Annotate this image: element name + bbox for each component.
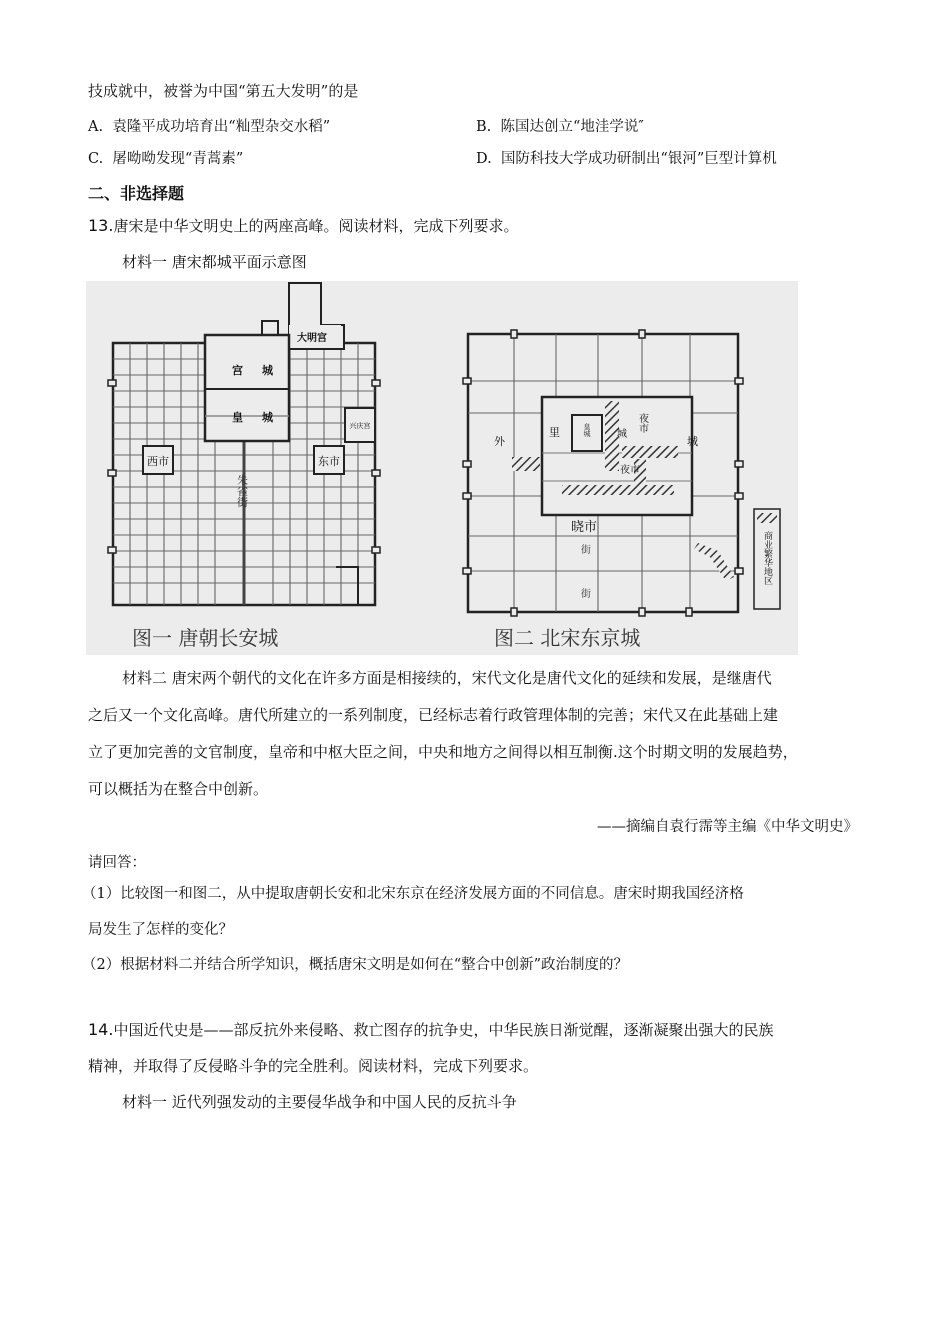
q13-number: 13. [88, 216, 114, 235]
q13-stem [88, 215, 518, 236]
label-gong: 宫 [232, 364, 243, 377]
label-jie2: 街 [581, 589, 591, 600]
material2-line: 材料二 唐宋两个朝代的文化在许多方面是相接续的，宋代文化是唐代文化的延续和发展，是继唐代 [122, 669, 772, 687]
q13-sub2: （2）根据材料二并结合所学知识，概括唐宋文明是如何在“整合中创新”政治制度的？ [82, 957, 629, 973]
changan-map [113, 283, 375, 650]
q12-stem-tail: 技成就中，被誉为中国“第五大发明”的是 [88, 82, 359, 100]
label-xiaoshi: 晓市 [571, 520, 598, 535]
material2-line: 之后又一个文化高峰。唐代所建立的一系列制度，已经标志着行政管理体制的完善；宋代又在此基础上建 [88, 706, 779, 724]
q13-stem-text: 唐宋是中华文明史上的两座高峰。阅读材料，完成下列要求。 [113, 217, 519, 235]
section-title: 二、非选择题 [88, 184, 185, 203]
legend-label: 商业繁华地区 [762, 531, 772, 585]
option-text: 国防科技大学成功研制出“银河”巨型计算机 [500, 151, 777, 167]
label-zhuque: 朱雀街 [235, 474, 249, 508]
material2-source: ——摘编自袁行霈等主编《中华文明史》 [597, 819, 858, 835]
label-yeshi2: 夜市 [620, 465, 640, 476]
label-xishi: 西市 [147, 455, 169, 468]
option-text: 袁隆平成功培育出“籼型杂交水稻” [112, 119, 331, 135]
label-xingqing: 兴庆宫 [349, 422, 371, 430]
option-letter: A. [88, 119, 104, 135]
q12-option-c [88, 147, 243, 168]
label-cheng-inner: 城 [617, 429, 627, 440]
figure1-caption: 图一 唐朝长安城 [132, 626, 279, 650]
q13-material2 [88, 660, 888, 808]
option-letter: B. [476, 119, 492, 135]
label-cheng2: 城 [262, 411, 273, 424]
option-text: 陈国达创立“地洼学说″ [500, 119, 644, 135]
label-daming: 大明宫 [297, 333, 327, 344]
q14-line2: 精神，并取得了反侵略斗争的完全胜利。阅读材料，完成下列要求。 [88, 1057, 539, 1075]
label-cheng1: 城 [262, 364, 273, 377]
q14-line1 [88, 1019, 773, 1040]
option-letter: D. [476, 151, 492, 167]
label-wai: 外 [494, 435, 505, 448]
q13-material1-title: 材料一 唐宋都城平面示意图 [122, 253, 307, 271]
q13-sub1-line2: 局发生了怎样的变化？ [88, 922, 233, 938]
q14-number: 14. [88, 1020, 114, 1039]
q14-line1-text: 中国近代史是——部反抗外来侵略、救亡图存的抗争史，中华民族日渐觉醒，逐渐凝聚出强大的民族 [113, 1021, 774, 1039]
dongjing-map [468, 334, 780, 650]
city-maps-figure [86, 281, 798, 655]
label-yeshi1: 夜市 [636, 413, 648, 433]
q13-sub1-line1: （1）比较图一和图二，从中提取唐朝长安和北宋东京在经济发展方面的不同信息。唐宋时期我国经济格 [82, 886, 744, 902]
label-dongshi: 东市 [318, 455, 340, 468]
option-letter: C. [88, 151, 104, 167]
option-text: 屠呦呦发现“青蒿素” [112, 151, 244, 167]
q12-option-b [476, 115, 644, 136]
material2-line: 可以概括为在整合中创新。 [88, 780, 269, 798]
q12-option-d [476, 147, 777, 168]
please-answer: 请回答： [88, 855, 146, 871]
material2-line: 立了更加完善的文官制度，皇帝和中枢大臣之间，中央和地方之间得以相互制衡.这个时期文明的发展趋势， [88, 743, 798, 761]
figure2-caption: 图二 北宋东京城 [494, 626, 641, 650]
q12-option-a [88, 115, 330, 136]
label-jie1: 街 [581, 545, 591, 556]
label-huangcheng: 皇城 [583, 423, 591, 437]
q14-material1-title: 材料一 近代列强发动的主要侵华战争和中国人民的反抗斗争 [122, 1093, 517, 1111]
legend-hatch-icon [757, 513, 777, 523]
label-cheng-outer: 城 [687, 435, 698, 448]
label-li: 里 [549, 426, 560, 439]
label-huang: 皇 [232, 411, 243, 424]
